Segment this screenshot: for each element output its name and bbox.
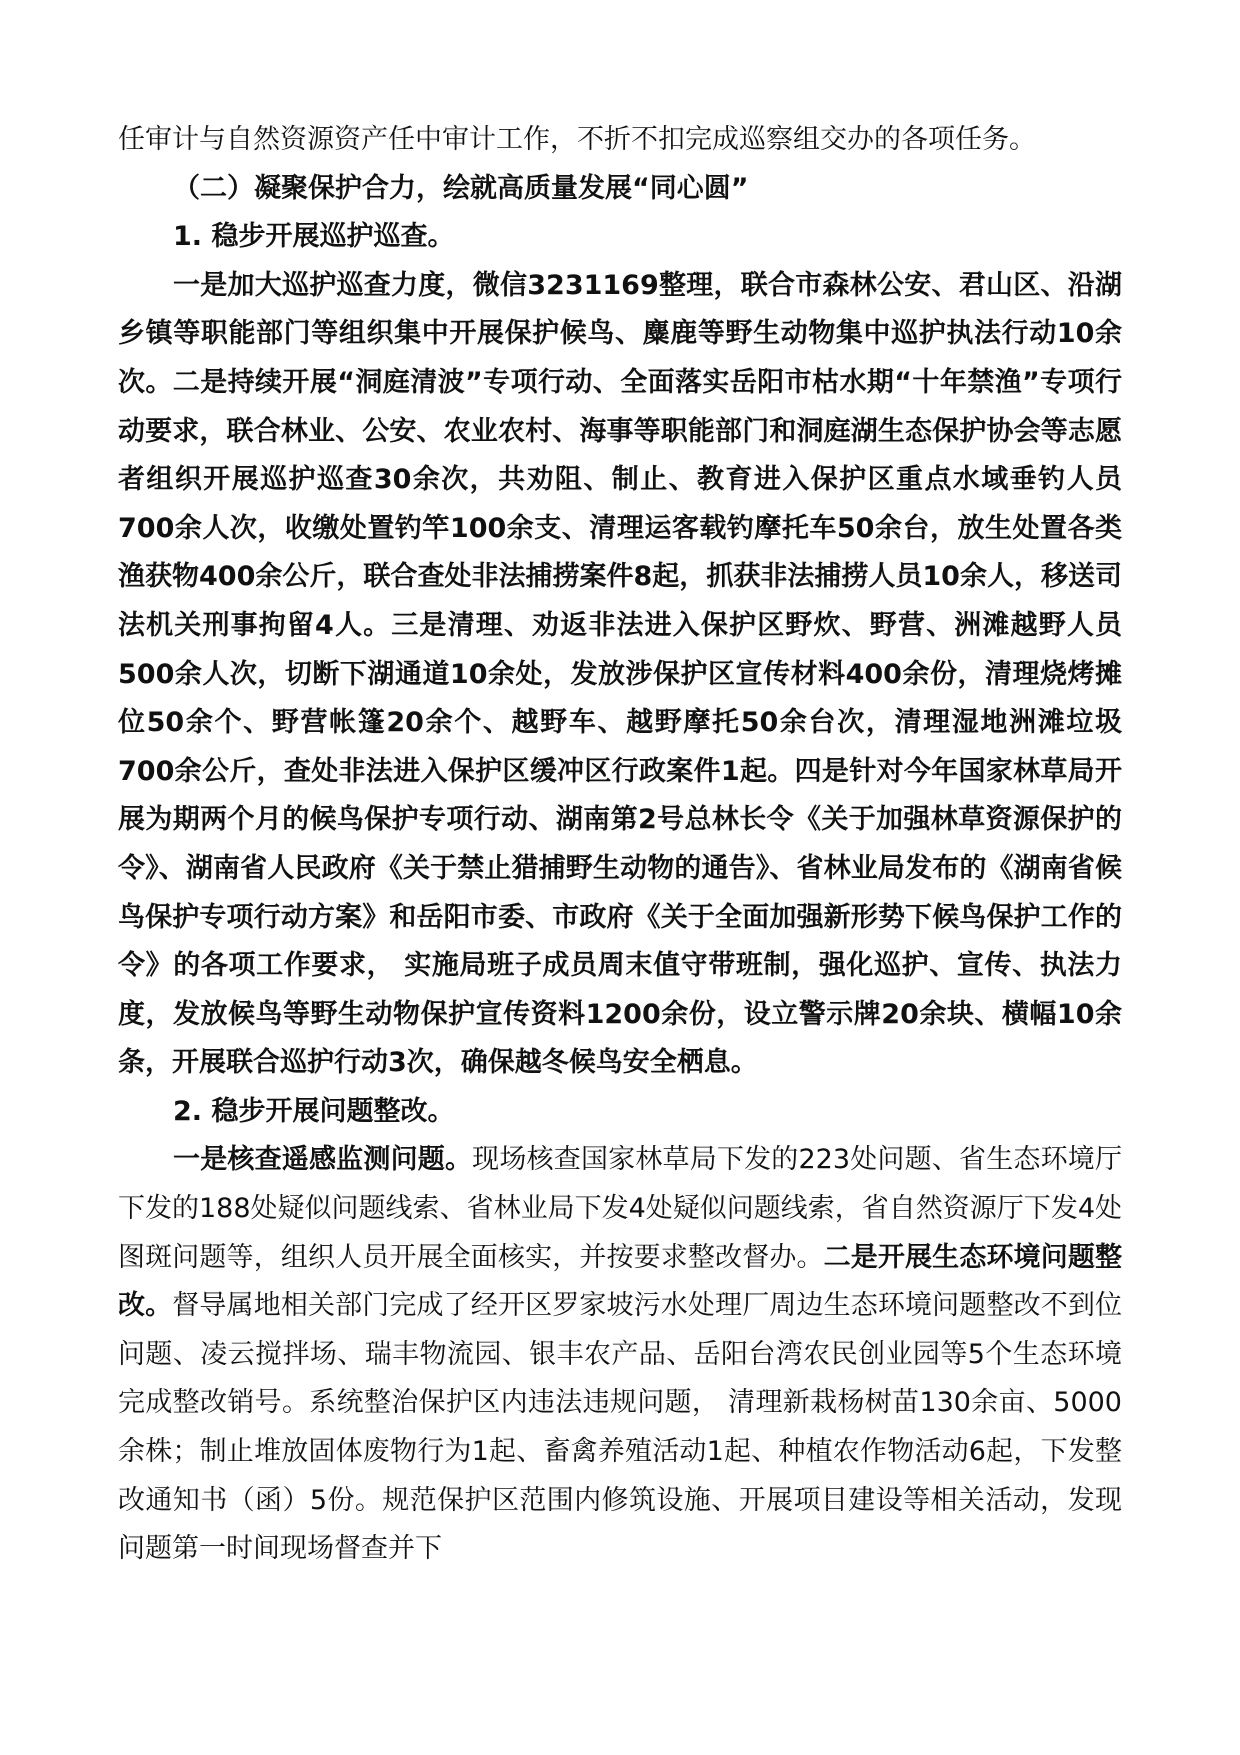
document-body [118,116,1122,1574]
paragraph-rectification-details [118,1136,1122,1573]
section-heading: （二）凝聚保护合力，绘就高质量发展“同心圆” [173,172,749,204]
lead-phrase-ecology: 二是开展生态环境问题整改。 [118,1241,1123,1322]
paragraph-continuation: 任审计与自然资源资产任中审计工作，不折不扣完成巡察组交办的各项任务。 [118,124,1036,155]
subsection-heading-rectification: 2. 稳步开展问题整改。 [173,1095,455,1127]
subsection-heading-patrol: 1. 稳步开展巡护巡查。 [173,221,455,253]
text-ecology: 督导属地相关部门完成了经开区罗家坡污水处理厂周边生态环境问题整改不到位问题、凌云搅拌场、瑞丰物流园、银丰农产品、岳阳台湾农民创业园等5个生态环境完成整改销号。系统整治保护区内违法违规问题， 清理新栽杨树苗130余亩、5000余株；制止堆放固体废物行为1起、畜禽养殖活动1起、种植农作物活动6起，下发整改通知书（函）5份。规范保护区范围内修筑设施、开展项目建设等相关活动，发现问题第一时间现场督查并下 [118,1290,1123,1565]
lead-phrase-remote-sensing: 一是核查遥感监测问题。 [173,1144,473,1176]
text-remote-sensing: 现场核查国家林草局下发的223处问题、省生态环境厅下发的188处疑似问题线索、省林业局下发4处疑似问题线索，省自然资源厅下发4处图斑问题等，组织人员开展全面核实，并按要求整改督办。 [118,1144,1122,1273]
paragraph-patrol-details: 一是加大巡护巡查力度，微信3231169整理，联合市森林公安、君山区、沿湖乡镇等职能部门等组织集中开展保护候鸟、麋鹿等野生动物集中巡护执法行动10余次。二是持续开展“洞庭清波”专项行动、全面落实岳阳市枯水期“十年禁渔”专项行动要求，联合林业、公安、农业农村、海事等职能部门和洞庭湖生态保护协会等志愿者组织开展巡护巡查30余次，共劝阻、制止、教育进入保护区重点水域垂钓人员700余人次，收缴处置钓竿100余支、清理运客载钓摩托车50余台，放生处置各类渔获物400余公斤，联合查处非法捕捞案件8起，抓获非法捕捞人员10余人，移送司法机关刑事拘留4人。三是清理、劝返非法进入保护区野炊、野营、洲滩越野人员500余人次，切断下湖通道10余处，发放涉保护区宣传材料400余份，清理烧烤摊位50余个、野营帐篷20余个、越野车、越野摩托50余台次，清理湿地洲滩垃圾700余公斤，查处非法进入保护区缓冲区行政案件1起。四是针对今年国家林草局开展为期两个月的候鸟保护专项行动、湖南第2号总林长令《关于加强林草资源保护的令》、湖南省人民政府《关于禁止猎捕野生动物的通告》、省林业局发布的《湖南省候鸟保护专项行动方案》和岳阳市委、市政府《关于全面加强新形势下候鸟保护工作的令》的各项工作要求， 实施局班子成员周末值守带班制，强化巡护、宣传、执法力度，发放候鸟等野生动物保护宣传资料1200余份，设立警示牌20余块、横幅10余条，开展联合巡护行动3次，确保越冬候鸟安全栖息。 [118,269,1122,1079]
